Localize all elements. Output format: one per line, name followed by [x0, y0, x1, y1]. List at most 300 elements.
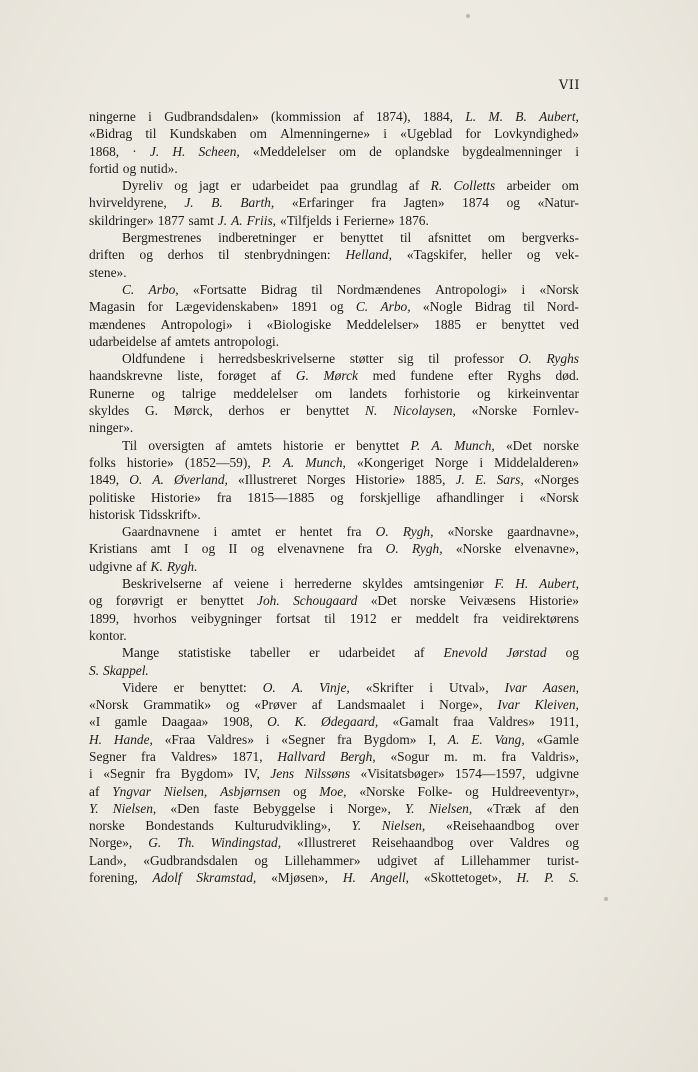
word: Reisehaandbog — [371, 835, 454, 851]
word: over — [555, 818, 579, 834]
word: amt — [150, 541, 171, 557]
word: stene». — [89, 264, 127, 280]
word: «Fortsatte — [192, 281, 247, 297]
word: E. — [474, 472, 487, 488]
word: Norge — [435, 454, 469, 470]
word: Dyreliv — [122, 178, 163, 194]
word: Øverland, — [173, 472, 228, 488]
word: Moe, — [319, 783, 347, 799]
word: «Erfaringer — [291, 195, 354, 211]
word: Utval», — [448, 679, 489, 695]
word: i — [265, 731, 270, 747]
text-line — [89, 506, 579, 523]
text-line — [89, 696, 579, 713]
word: hvirveldyrene, — [89, 195, 167, 211]
word: fra — [155, 766, 171, 782]
word: G. — [295, 368, 309, 384]
text-line — [89, 108, 579, 125]
word: «Norsk — [539, 281, 579, 297]
text-line — [89, 489, 579, 506]
word: 1849, — [89, 472, 120, 488]
page-number: VII — [558, 78, 580, 93]
word: i — [148, 109, 152, 124]
word: 1908, — [222, 714, 253, 730]
word: forøget — [217, 368, 257, 384]
word: grundlag — [349, 178, 398, 194]
paragraph — [89, 229, 579, 281]
word: A. — [291, 679, 304, 695]
text-line — [89, 264, 579, 281]
word: «Segner — [281, 731, 326, 747]
word: af — [215, 437, 226, 453]
paragraph — [89, 644, 579, 679]
word: om — [561, 178, 579, 194]
word: Bebyggelse — [253, 800, 316, 816]
word: Videre — [122, 679, 158, 695]
text-line — [89, 385, 579, 402]
paper-stain — [604, 897, 608, 901]
word: er — [176, 593, 188, 609]
word: heller — [481, 247, 513, 263]
text-line — [89, 610, 579, 627]
text-line — [89, 298, 579, 315]
word: 1874 — [462, 195, 489, 211]
word: fraa — [452, 714, 474, 730]
word: skyldes — [362, 576, 403, 592]
word: Th. — [177, 835, 195, 851]
word: benyttet — [501, 316, 545, 332]
word: Hande, — [113, 731, 153, 747]
word: til — [218, 247, 230, 263]
word: A. — [152, 472, 164, 488]
word: Scheen, — [198, 143, 240, 159]
word: H. — [342, 870, 356, 886]
word: Joh. — [257, 593, 280, 609]
word: A. — [447, 731, 460, 747]
word: 1874), — [375, 109, 411, 124]
word: er — [173, 679, 184, 695]
word: «Norske — [471, 403, 518, 419]
word: B. — [211, 195, 223, 211]
word: J. — [455, 472, 465, 488]
word: «Norsk — [539, 489, 579, 505]
word: I, — [428, 731, 437, 747]
word: Huldreeventyr», — [491, 783, 579, 799]
word: med — [372, 368, 396, 384]
word: gamle — [114, 714, 148, 730]
word: Mange — [122, 645, 160, 661]
text-line — [89, 834, 579, 851]
word: Antropologi» — [435, 281, 508, 297]
text-line — [89, 143, 579, 160]
word: Yngvar — [112, 783, 151, 799]
word: i — [279, 576, 284, 592]
word: «Sogur — [390, 748, 430, 764]
word: benyttet — [306, 403, 350, 419]
word: amtets — [236, 437, 272, 453]
word: i — [247, 316, 252, 332]
text-line — [89, 869, 579, 886]
text-line — [89, 800, 579, 817]
word: fra — [501, 748, 517, 764]
word: «Gamalt — [392, 714, 439, 730]
text-line — [89, 160, 579, 177]
word: «Gamle — [536, 731, 579, 747]
word: P. — [544, 870, 555, 886]
word: O. — [518, 351, 532, 367]
word: Adolf — [152, 870, 182, 886]
text-line — [89, 454, 579, 471]
word: Bidrag — [474, 299, 512, 315]
word: Historie» — [529, 593, 579, 609]
word: er — [476, 316, 487, 332]
text-line — [89, 177, 579, 194]
text-line — [89, 125, 579, 142]
word: «Prøver — [254, 697, 297, 713]
word: de — [369, 143, 382, 159]
word: i — [429, 679, 433, 695]
word: af — [160, 333, 172, 349]
word: (kommission — [271, 109, 341, 124]
word: er — [230, 178, 241, 194]
word: benyttet: — [199, 679, 247, 695]
word: er — [275, 524, 286, 540]
word: landets — [349, 385, 388, 401]
word: til — [400, 230, 412, 246]
word: fra — [216, 489, 232, 505]
word: C. — [355, 299, 369, 315]
word: Norges — [306, 472, 346, 488]
word: Ryghs — [507, 368, 541, 384]
word: Munch, — [454, 437, 495, 453]
word: af — [535, 800, 546, 816]
word: i — [521, 281, 526, 297]
word: er — [334, 437, 345, 453]
word: hvorhos — [133, 610, 177, 626]
word: er — [279, 403, 291, 419]
word: Landsmaalet — [337, 697, 406, 713]
word: er — [391, 610, 402, 626]
word: fortid — [89, 160, 119, 176]
word: herredsbeskrivelserne — [218, 351, 336, 367]
word: Valdres» — [207, 731, 254, 747]
word: forskjellige — [359, 489, 421, 505]
word: C. — [122, 281, 135, 297]
word: Lovkyndighed» — [494, 126, 579, 142]
word: Y. — [351, 818, 362, 834]
word: O. — [262, 679, 276, 695]
word: Vinje, — [319, 679, 350, 695]
word: i — [519, 489, 524, 505]
word: A. — [282, 454, 295, 470]
word: ninger». — [89, 420, 134, 436]
word: Bidrag — [260, 281, 298, 297]
paragraph — [89, 523, 579, 575]
word: Enevold — [443, 645, 488, 661]
text-line — [89, 540, 579, 557]
word: indberetninger — [218, 230, 297, 246]
word: O. — [129, 472, 143, 488]
word: i — [199, 351, 204, 367]
word: Rygh. — [166, 558, 198, 574]
word: og — [565, 835, 579, 851]
word: benyttet — [340, 230, 384, 246]
word: «Kongeriget — [356, 454, 424, 470]
word: i — [335, 212, 340, 228]
word: Barth, — [240, 195, 275, 211]
word: O. — [385, 541, 399, 557]
word: Kulturudvikling», — [234, 818, 331, 834]
paragraph — [89, 350, 579, 436]
word: Kristians — [89, 541, 138, 557]
word: K. — [150, 558, 163, 574]
word: Land», — [89, 852, 127, 868]
text-line — [89, 402, 579, 419]
word: af — [433, 852, 445, 868]
word: turist- — [546, 852, 579, 868]
word: sig — [398, 351, 414, 367]
word: arbeider — [506, 178, 551, 194]
word: Munch, — [305, 454, 346, 470]
word: og — [226, 697, 240, 713]
word: J. — [184, 195, 194, 211]
word: J. — [217, 212, 228, 228]
word: benyttet — [356, 437, 400, 453]
word: professor — [454, 351, 505, 367]
word: Valdres — [509, 835, 550, 851]
word: «I — [89, 714, 101, 730]
text-line — [89, 350, 579, 367]
word: Beskrivelserne — [122, 576, 202, 592]
word: paa — [320, 178, 339, 194]
word: E. — [471, 731, 483, 747]
word: og — [139, 247, 153, 263]
word: Asbjørnsen — [220, 783, 281, 799]
word: Ivar — [497, 697, 520, 713]
word: statistiske — [178, 645, 232, 661]
word: til — [523, 299, 535, 315]
word: Segner — [89, 748, 127, 764]
word: Nordmændenes — [336, 281, 421, 297]
word: A. — [431, 437, 443, 453]
word: jagt — [198, 178, 220, 194]
word: Hallvard — [277, 748, 326, 764]
word: (1852—59), — [184, 454, 251, 470]
word: Schougaard — [293, 593, 358, 609]
word: forøvrigt — [115, 593, 164, 609]
text-line — [89, 852, 579, 869]
word: talrige — [181, 385, 217, 401]
word: vek- — [555, 247, 579, 263]
word: om — [338, 143, 357, 159]
word: Magasin — [89, 299, 136, 315]
word: den — [559, 800, 579, 816]
paragraph — [89, 281, 579, 350]
word: udgivne — [89, 558, 133, 574]
word: veibygninger — [190, 610, 262, 626]
text-line — [89, 748, 579, 765]
word: Ødegaard, — [321, 714, 379, 730]
word: Lægevidenskaben» — [175, 299, 279, 315]
word: A. — [231, 212, 243, 228]
word: Bygdom» — [363, 731, 417, 747]
word: elvenavnene — [277, 541, 345, 557]
text-line — [89, 471, 579, 488]
word: «Segnir — [103, 766, 145, 782]
text-line — [89, 592, 579, 609]
word: til — [324, 610, 336, 626]
word: hentet — [299, 524, 333, 540]
word: samt — [188, 212, 214, 228]
word: fra — [346, 524, 362, 540]
word: og — [465, 783, 479, 799]
word: kirkeinventar — [507, 385, 579, 401]
word: i — [420, 697, 425, 713]
word: Nielsen, — [381, 818, 426, 834]
word: antropologi. — [214, 333, 280, 349]
word: H. — [172, 143, 186, 159]
word: «Ugeblad — [400, 126, 453, 142]
word: Bygdom» — [180, 766, 234, 782]
word: Mørck, — [173, 403, 213, 419]
word: oversigten — [148, 437, 205, 453]
word: 1891 — [291, 299, 318, 315]
word: haandskrevne — [89, 368, 163, 384]
body-text — [89, 108, 579, 886]
word: Bergmestrenes — [122, 230, 202, 246]
word: Meddelelser» — [346, 316, 420, 332]
text-line — [89, 419, 579, 436]
word: Aasen, — [542, 679, 579, 695]
word: udarbeidelse — [89, 333, 157, 349]
word: over — [469, 835, 494, 851]
word: stenbrydningen: — [244, 247, 331, 263]
word: Y. — [404, 800, 415, 816]
word: afhandlinger — [436, 489, 504, 505]
word: og — [526, 247, 541, 263]
word: 1912 — [349, 610, 377, 626]
word: B. — [515, 109, 527, 124]
word: fra — [371, 195, 387, 211]
word: Runerne — [89, 385, 135, 401]
word: fra — [473, 610, 489, 626]
word: i — [89, 766, 93, 782]
word: bygdealmenninger — [462, 143, 563, 159]
word: tabeller — [250, 645, 291, 661]
word: Tidsskrift». — [139, 506, 201, 522]
paragraph — [89, 575, 579, 644]
text-line — [89, 523, 579, 540]
word: 1877 — [157, 212, 185, 228]
word: i — [383, 126, 387, 142]
word: L. — [465, 109, 477, 124]
word: og — [506, 195, 520, 211]
word: IV, — [244, 766, 260, 782]
word: fra — [336, 731, 352, 747]
word: m. — [472, 748, 487, 764]
word: Nielsen, — [163, 783, 208, 799]
word: historie» — [126, 454, 174, 470]
word: Fornlev- — [532, 403, 579, 419]
word: Nielsen, — [428, 800, 473, 816]
word: og — [254, 852, 268, 868]
word: om — [314, 385, 333, 401]
word: «Norsk — [89, 697, 129, 713]
word: «Den — [170, 800, 200, 816]
word: Valdres» — [170, 748, 218, 764]
word: «Bidrag — [89, 126, 133, 142]
paper-stain — [466, 14, 470, 18]
text-line — [89, 765, 579, 782]
word: Historie» — [355, 472, 406, 488]
text-line — [89, 644, 579, 661]
word: og — [151, 385, 165, 401]
word: gaardnavne», — [507, 524, 579, 540]
word: Angell, — [370, 870, 410, 886]
word: er — [313, 230, 324, 246]
word: for — [465, 126, 482, 142]
word: for — [147, 299, 164, 315]
word: Rygh, — [402, 524, 434, 540]
text-line — [89, 333, 579, 350]
text-line — [89, 679, 579, 696]
word: norske — [543, 437, 579, 453]
word: Valdres» — [488, 714, 535, 730]
word: Ferierne» — [343, 212, 395, 228]
word: Til — [122, 437, 138, 453]
word: fra — [141, 748, 156, 764]
word: R. — [430, 178, 443, 194]
word: kontor. — [89, 627, 127, 643]
word: Jagten» — [403, 195, 445, 211]
word: 1885 — [434, 316, 461, 332]
word: P. — [261, 454, 272, 470]
word: 1868, — [89, 143, 120, 159]
word: Folke- — [417, 783, 453, 799]
word: efter — [468, 368, 493, 384]
word: Bergh, — [340, 748, 376, 764]
text-line — [89, 558, 579, 575]
word: Nord- — [546, 299, 579, 315]
word: Kundskaben — [169, 126, 237, 142]
word: elvenavne», — [514, 541, 579, 557]
word: 1815—1885 — [247, 489, 315, 505]
word: Daagaa» — [161, 714, 209, 730]
text-line — [89, 281, 579, 298]
word: «Skottetoget», — [423, 870, 502, 886]
word: «Træk — [486, 800, 521, 816]
word: S. — [568, 870, 579, 886]
word: «Norske — [447, 524, 493, 540]
word: H. — [515, 576, 529, 592]
word: fra — [357, 541, 373, 557]
word: Veivæsens — [459, 593, 516, 609]
word: Lillehammer — [461, 852, 531, 868]
word: I — [184, 541, 189, 557]
word: 1911, — [549, 714, 579, 730]
word: «Tagskifer, — [406, 247, 467, 263]
text-line — [89, 627, 579, 644]
word: G. — [148, 835, 162, 851]
word: Vang, — [494, 731, 525, 747]
word: af — [212, 576, 223, 592]
word: historisk — [89, 506, 136, 522]
word: og — [201, 541, 216, 557]
word: «Biologiske — [266, 316, 332, 332]
word: Historie» — [150, 489, 201, 505]
word: veiene — [233, 576, 269, 592]
text-line — [89, 437, 579, 454]
